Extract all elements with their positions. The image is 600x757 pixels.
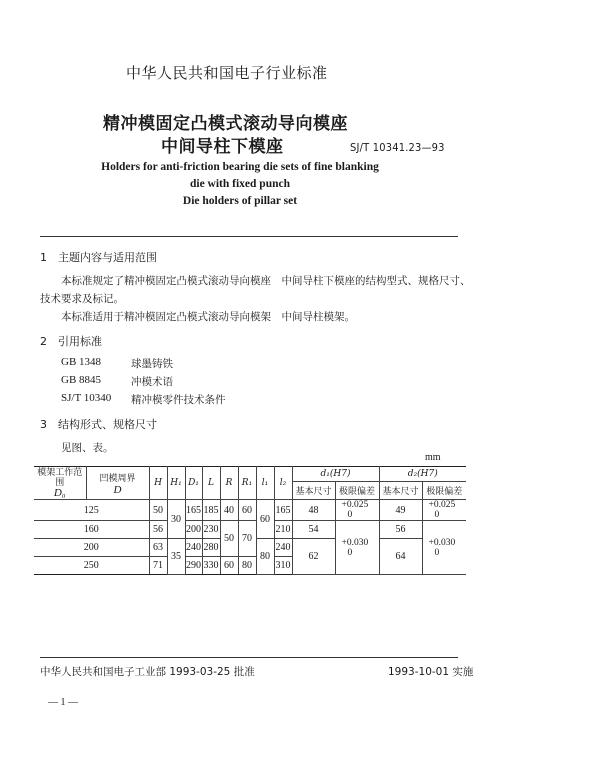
tol-upper: +0.025	[341, 500, 369, 510]
header-R1: R₁	[238, 467, 256, 500]
cell-D1: 240	[185, 539, 202, 557]
reference-name: 球墨铸铁	[131, 358, 173, 370]
standard-code: SJ/T 10341.23—93	[350, 141, 445, 154]
header-die-boundary-label: 凹模周界	[99, 473, 136, 484]
tol-upper: +0.030	[428, 537, 456, 548]
reference-code: GB 1348	[61, 356, 102, 368]
cell-d1-basic: 54	[292, 521, 335, 539]
cell-l2: 240	[274, 539, 292, 557]
header-d0-symbol: D₀	[53, 486, 66, 499]
reference-name: 精冲模零件技术条件	[131, 394, 226, 406]
header-d2-tolerance: 极限偏差	[422, 482, 466, 500]
title-cn-line2: 中间导柱下模座	[161, 137, 284, 157]
cell-L: 230	[202, 521, 220, 539]
cell-D: 200	[34, 539, 149, 557]
implementation-date: 1993-10-01 实施	[388, 666, 474, 678]
header-die-boundary	[86, 467, 149, 500]
header-d1-basic: 基本尺寸	[292, 482, 335, 500]
reference-name: 冲模术语	[131, 376, 173, 388]
table-row	[34, 521, 466, 539]
footer-divider	[40, 657, 458, 658]
tol-lower: 0	[434, 547, 440, 558]
section-3-heading: 3 结构形式、规格尺寸	[40, 418, 157, 431]
cell-d1-tolerance	[335, 500, 379, 521]
cell-d2-basic: 64	[379, 539, 422, 575]
cell-D: 160	[34, 521, 149, 539]
cell-H1: 30	[167, 500, 185, 539]
cell-R: 60	[220, 557, 238, 575]
header-L: L	[202, 467, 220, 500]
header-l1: l₁	[256, 467, 274, 500]
title-en-line1: Holders for anti-friction bearing die sets of fine blanking	[101, 161, 379, 173]
cell-D: 250	[34, 557, 149, 575]
cell-H: 71	[149, 557, 167, 575]
header-d1: d₁(H7)	[292, 467, 379, 482]
header-H1: H₁	[167, 467, 185, 500]
tol-lower: 0	[347, 547, 353, 558]
issuing-organization: 中华人民共和国电子行业标准	[126, 64, 328, 82]
cell-H1: 35	[167, 539, 185, 575]
header-l2: l₂	[274, 467, 292, 500]
cell-L: 330	[202, 557, 220, 575]
tol-lower: 0	[347, 510, 353, 520]
header-D1: D₁	[185, 467, 202, 500]
cell-D1: 290	[185, 557, 202, 575]
cell-d1-basic: 48	[292, 500, 335, 521]
cell-d1-basic: 62	[292, 539, 335, 575]
cell-D1: 200	[185, 521, 202, 539]
cell-d2-tolerance	[422, 521, 466, 575]
header-d0-label: 模架工作范围	[37, 467, 83, 488]
section-1-heading: 1 主题内容与适用范围	[40, 251, 157, 264]
cell-L: 185	[202, 500, 220, 521]
header-d0	[34, 467, 86, 500]
cell-d1-tolerance	[335, 521, 379, 575]
cell-l1: 60	[256, 500, 274, 539]
title-en-line3: Die holders of pillar set	[182, 195, 298, 207]
header-R: R	[220, 467, 238, 500]
cell-R1: 60	[238, 500, 256, 521]
header-die-symbol: D	[113, 483, 122, 496]
header-d1-tolerance: 极限偏差	[335, 482, 379, 500]
cell-L: 280	[202, 539, 220, 557]
header-d2-basic: 基本尺寸	[379, 482, 422, 500]
cell-l2: 165	[274, 500, 292, 521]
tol-lower: 0	[434, 510, 440, 520]
header-divider	[40, 236, 458, 237]
cell-D: 125	[34, 500, 149, 521]
reference-code: SJ/T 10340	[61, 392, 112, 404]
cell-H: 56	[149, 521, 167, 539]
header-H: H	[149, 467, 167, 500]
title-en-line2: die with fixed punch	[189, 178, 290, 190]
cell-R: 50	[220, 521, 238, 557]
section-1-para-1: 本标准规定了精冲模固定凸模式滚动导向模座 中间导柱下模座的结构型式、规格尺寸、	[61, 275, 471, 287]
cell-R1: 70	[238, 521, 256, 557]
approval-date: 中华人民共和国电子工业部 1993-03-25 批准	[40, 666, 255, 678]
header-d2: d₂(H7)	[379, 467, 466, 482]
cell-R1: 80	[238, 557, 256, 575]
cell-l1: 80	[256, 539, 274, 575]
page-number: — 1 —	[48, 697, 78, 708]
section-2-heading: 2 引用标准	[40, 335, 102, 348]
section-1-para-2: 本标准适用于精冲模固定凸模式滚动导向模架 中间导柱模架。	[61, 311, 355, 323]
cell-H: 50	[149, 500, 167, 521]
section-3-para: 见图、表。	[61, 442, 114, 454]
section-1-para-1-cont: 技术要求及标记。	[40, 293, 124, 305]
cell-D1: 165	[185, 500, 202, 521]
cell-H: 63	[149, 539, 167, 557]
spec-table	[34, 466, 466, 575]
title-cn-line1: 精冲模固定凸模式滚动导向模座	[103, 114, 348, 134]
unit-label: mm	[425, 452, 441, 463]
tol-upper: +0.025	[428, 500, 456, 510]
table-row	[34, 500, 466, 521]
cell-d2-basic: 56	[379, 521, 422, 539]
cell-R: 40	[220, 500, 238, 521]
cell-d2-tolerance	[422, 500, 466, 521]
reference-code: GB 8845	[61, 374, 102, 386]
cell-d2-basic: 49	[379, 500, 422, 521]
tol-upper: +0.030	[341, 537, 369, 548]
cell-l2: 310	[274, 557, 292, 575]
cell-l2: 210	[274, 521, 292, 539]
